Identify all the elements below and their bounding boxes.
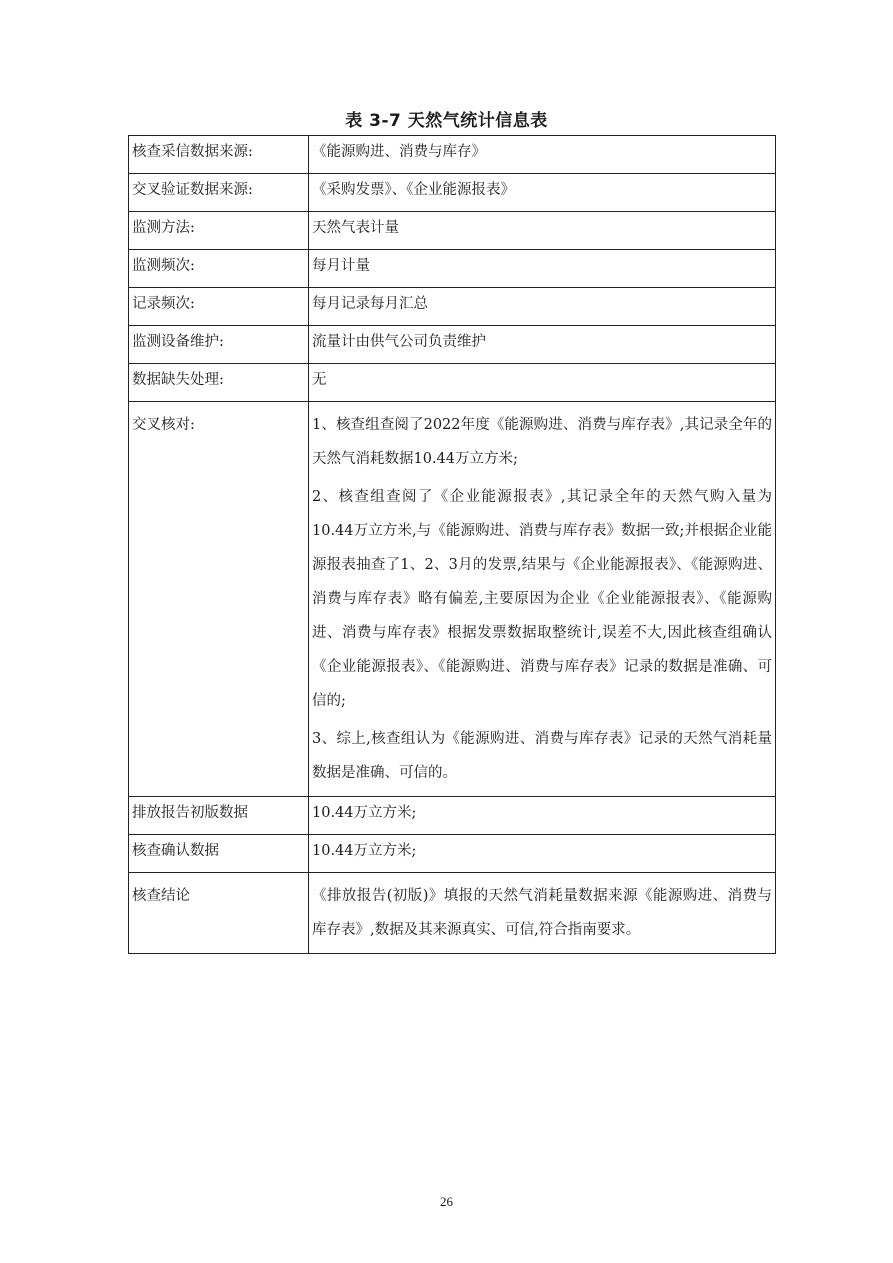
page-number: 26 — [440, 1194, 453, 1209]
cross-check-paragraph-1: 1、核查组查阅了2022年度《能源购进、消费与库存表》,其记录全年的天然气消耗数据10.44万立方米; — [312, 417, 772, 467]
table-row — [129, 326, 776, 364]
row-value-conclusion — [309, 873, 776, 954]
table-title: 表 3-7 天然气统计信息表 — [345, 111, 548, 131]
row-value: 天然气表计量 — [309, 212, 776, 250]
row-value-cross-check — [309, 402, 776, 797]
row-value: 《采购发票》、《企业能源报表》 — [309, 174, 776, 212]
row-key: 交叉验证数据来源: — [129, 174, 309, 212]
table-row — [129, 212, 776, 250]
row-key: 交叉核对: — [129, 402, 309, 797]
row-value: 10.44万立方米; — [309, 797, 776, 835]
conclusion-paragraph: 《排放报告(初版)》填报的天然气消耗量数据来源《能源购进、消费与库存表》,数据及其来源真实、可信,符合指南要求。 — [312, 888, 772, 938]
table-row — [129, 797, 776, 835]
cross-check-paragraph-3: 3、综上,核查组认为《能源购进、消费与库存表》记录的天然气消耗量数据是准确、可信的。 — [312, 731, 772, 781]
row-value: 10.44万立方米; — [309, 835, 776, 873]
table-row — [129, 364, 776, 402]
row-value: 流量计由供气公司负责维护 — [309, 326, 776, 364]
table-row — [129, 288, 776, 326]
row-key: 数据缺失处理: — [129, 364, 309, 402]
row-value: 无 — [309, 364, 776, 402]
table-row — [129, 873, 776, 954]
row-key: 监测频次: — [129, 250, 309, 288]
row-key: 记录频次: — [129, 288, 309, 326]
row-key: 核查结论 — [129, 873, 309, 954]
row-key: 排放报告初版数据 — [129, 797, 309, 835]
natural-gas-info-table — [128, 135, 776, 954]
table-row — [129, 136, 776, 174]
row-key: 监测方法: — [129, 212, 309, 250]
table-row — [129, 250, 776, 288]
cross-check-paragraph-2: 2、核查组查阅了《企业能源报表》,其记录全年的天然气购入量为10.44万立方米,与《能源购进、消费与库存表》数据一致;并根据企业能源报表抽查了1、2、3月的发票,结果与《企业能源报表》、《能源购进、消费与库存表》略有偏差,主要原因为企业《企业能源报表》、《能源购进、消费与库存表》根据发票数据取整统计,误差不大,因此核查组确认《企业能源报表》、《能源购进、消费与库存表》记录的数据是准确、可信的; — [312, 489, 772, 709]
row-value: 每月记录每月汇总 — [309, 288, 776, 326]
row-value: 每月计量 — [309, 250, 776, 288]
row-key: 监测设备维护: — [129, 326, 309, 364]
table-row — [129, 174, 776, 212]
row-key: 核查确认数据 — [129, 835, 309, 873]
row-value: 《能源购进、消费与库存》 — [309, 136, 776, 174]
table-row — [129, 835, 776, 873]
row-key: 核查采信数据来源: — [129, 136, 309, 174]
table-row — [129, 402, 776, 797]
